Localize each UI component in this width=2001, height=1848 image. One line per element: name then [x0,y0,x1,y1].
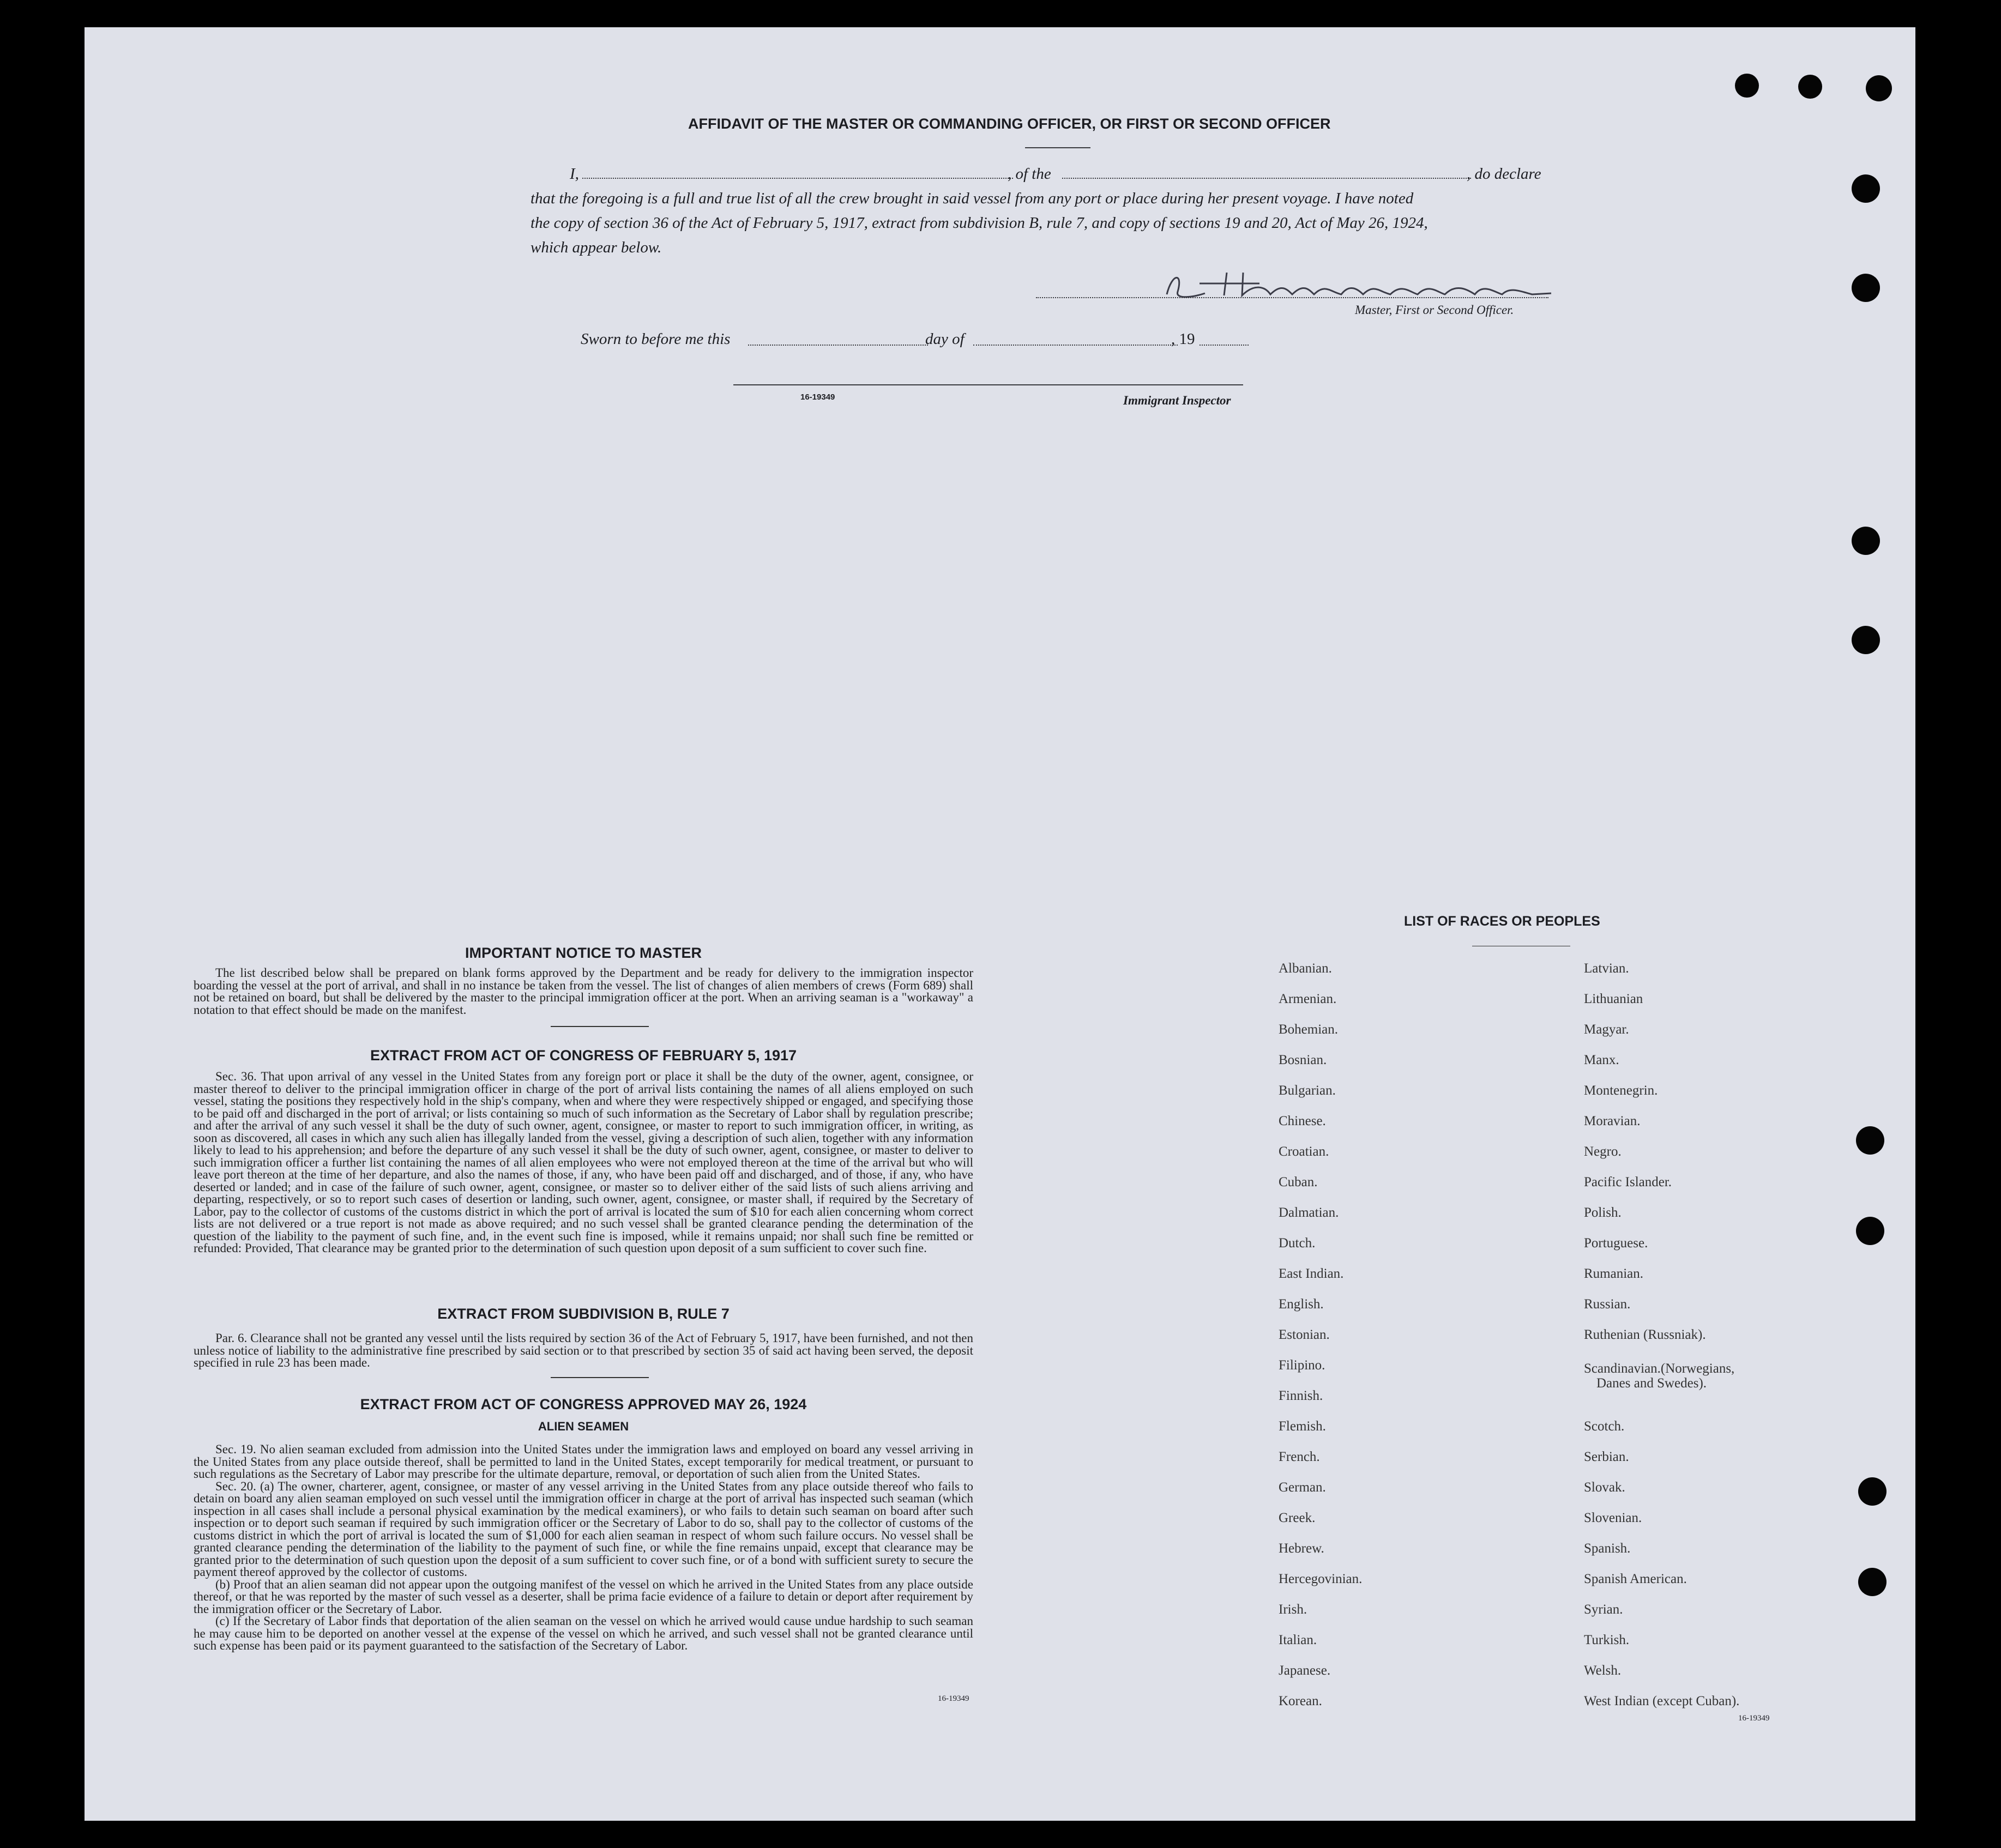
race-item: Croatian. [1279,1144,1329,1159]
race-item: Korean. [1279,1694,1322,1708]
race-item: Lithuanian [1584,992,1643,1006]
race-item: Bohemian. [1279,1022,1339,1037]
vessel-blank[interactable] [1062,178,1471,179]
race-item: Finnish. [1279,1388,1323,1403]
race-item: Flemish. [1279,1419,1326,1434]
race-item: Bulgarian. [1279,1083,1336,1098]
race-item: Spanish American. [1584,1572,1687,1586]
race-item: Danes and Swedes). [1596,1376,1707,1391]
extract-1924-text [194,1444,973,1652]
punch-hole-icon [1735,74,1759,98]
race-item: Italian. [1279,1633,1317,1647]
race-item: English. [1279,1297,1324,1312]
race-item: Spanish. [1584,1541,1631,1556]
race-item: Filipino. [1279,1358,1325,1373]
race-item: French. [1279,1450,1320,1464]
race-item: Irish. [1279,1602,1307,1617]
race-item: Montenegrin. [1584,1083,1658,1098]
punch-hole-icon [1856,1126,1884,1155]
race-item: Ruthenian (Russniak). [1584,1327,1706,1342]
inspector-label: Immigrant Inspector [1123,394,1231,407]
punch-hole-icon [1852,174,1880,203]
extract-1917-text [194,1071,973,1255]
sec-20c-paragraph: (c) If the Secretary of Labor finds that deportation of the alien seaman on the vessel on which he arrived would cause undue hardship to such seaman he may cause him to be deported on another vessel at the expense of the vessel on which he arrived, and such vessel shall not be granted clearance until such expense has been paid or its payment guaranteed to the satisfaction of the Secretary of Labor. [194,1614,973,1652]
signature-caption: Master, First or Second Officer. [1355,303,1514,317]
race-item: Chinese. [1279,1114,1326,1128]
extract-1917-title: EXTRACT FROM ACT OF CONGRESS OF FEBRUARY 5, 1917 [370,1047,797,1064]
sec-19-paragraph: Sec. 19. No alien seaman excluded from admission into the United States under the immigration laws and employed on board any vessel arriving in the United States from any place outside thereof, shall be permitted to land in the United States, except temporarily for medical treatment, or pursuant to such regulations as the Secretary of Labor may prescribe for the ultimate departure, removal, or deportation of such alien from the United States. [194,1442,973,1481]
alien-seamen-subtitle: ALIEN SEAMEN [538,1420,629,1433]
race-item: Hercegovinian. [1279,1572,1363,1586]
race-item: Turkish. [1584,1633,1630,1647]
race-item: Polish. [1584,1205,1622,1220]
rule-7-text [194,1332,973,1369]
sworn-label: Sworn to before me this [581,330,731,348]
signature-icon [1161,267,1554,305]
race-item: West Indian (except Cuban). [1584,1694,1740,1708]
sec-20b-paragraph: (b) Proof that an alien seaman did not appear upon the outgoing manifest of the vessel on which he arrived in the United States from any place outside thereof, or that he was reported by the master of such vessel as a deserter, shall be prima facie evidence of a failure to detain or deport after requirement by the immigration officer or the Secretary of Labor. [194,1577,973,1616]
par-6-paragraph: Par. 6. Clearance shall not be granted any vessel until the lists required by section 36 of the Act of February 5, 1917, have been furnished, and not then unless notice of liability to the administrative fine prescribed by said section or to that prescribed by section 35 of said act having been served, the deposit specified in rule 23 has been made. [194,1331,973,1369]
race-item: Dutch. [1279,1236,1316,1251]
of-the-label: , of the [1008,165,1051,183]
inspector-signature-line [733,384,1243,385]
race-item: Dalmatian. [1279,1205,1339,1220]
extract-1924-title: EXTRACT FROM ACT OF CONGRESS APPROVED MAY 26, 1924 [360,1396,807,1412]
race-item: East Indian. [1279,1266,1344,1281]
race-item: Japanese. [1279,1663,1331,1678]
races-title: LIST OF RACES OR PEOPLES [1404,914,1600,929]
race-item: Serbian. [1584,1450,1629,1464]
notice-paragraph: The list described below shall be prepared on blank forms approved by the Department and be ready for delivery to the immigration inspector boarding the vessel at the port of arrival, and shall in no instance be taken from the vessel. The list of changes of alien members of crews (Form 689) shall not be retained on board, but shall be delivered by the master to the principal immigration officer at the port. When an arriving seaman is a "workaway" a notation to that effect should be made on the manifest. [194,966,973,1017]
signature-line [1036,297,1548,298]
affidavit-body-line1: that the foregoing is a full and true list of all the crew brought in said vessel from any port or place during her present voyage. I have noted [531,190,1414,207]
race-item: German. [1279,1480,1326,1495]
name-blank[interactable] [582,178,1013,179]
notice-text [194,967,973,1016]
race-item: Latvian. [1584,961,1629,976]
notice-title: IMPORTANT NOTICE TO MASTER [465,945,702,961]
punch-hole-icon [1866,75,1892,101]
race-item: Portuguese. [1584,1236,1648,1251]
do-declare-label: , do declare [1467,165,1541,183]
race-item: Welsh. [1584,1663,1622,1678]
affidavit-title: AFFIDAVIT OF THE MASTER OR COMMANDING OFFICER, OR FIRST OR SECOND OFFICER [688,116,1331,132]
races-form-number: 16-19349 [1738,1714,1770,1723]
race-item: Hebrew. [1279,1541,1324,1556]
race-item: Syrian. [1584,1602,1623,1617]
race-item: Estonian. [1279,1327,1330,1342]
sworn-year-blank[interactable] [1200,345,1249,346]
punch-hole-icon [1856,1217,1884,1245]
sec-20a-paragraph: Sec. 20. (a) The owner, charterer, agent, consignee, or master of any vessel arriving in the United States from any place outside thereof who fails to detain on board any alien seaman employed on such vessel until the immigration officer in charge at the port of arrival has inspected such seaman (which inspection in all cases shall include a personal physical examination by the medical examiners), or who fails to detain such seaman on board after such inspection or to deport such seaman if required by such immigration officer or the Secretary of Labor to do so, shall pay to the collector of customs of the customs district in which the port of arrival is located the sum of $1,000 for each alien seaman in respect of whom such failure occurs. No vessel shall be granted clearance pending the determination of the liability to the payment of such fine, or while the fine remains unpaid, except that clearance may be granted prior to the determination of such question upon the deposit of a sum sufficient to cover such fine, or of a bond with sufficient surety to secure the payment thereof approved by the collector of customs. [194,1479,973,1579]
race-item: Russian. [1584,1297,1631,1312]
separator [551,1377,649,1378]
race-item: Scotch. [1584,1419,1625,1434]
race-item: Moravian. [1584,1114,1641,1128]
race-item: Slovak. [1584,1480,1625,1495]
i-label: I, [570,165,579,183]
sec-36-paragraph: Sec. 36. That upon arrival of any vessel in the United States from any foreign port or place it shall be the duty of the owner, agent, consignee, or master thereof to deliver to the principal immigration officer in charge of the port of arrival lists containing the names of all aliens employed on such vessel, stating the positions they respectively hold in the ship's company, when and where they were respectively shipped or engaged, and specifying those to be paid off and discharged in the port of arrival; or lists containing so much of such information as the Secretary of Labor shall by regulation prescribe; and after the arrival of any such vessel it shall be the duty of such owner, agent, consignee, or master to report to such immigration officer, in writing, as soon as discovered, all cases in which any such alien has illegally landed from the vessel, giving a description of such alien, together with any information likely to lead to his apprehension; and before the departure of any such vessel it shall be the duty of such owner, agent, consignee, or master to deliver to such immigration officer a further list containing the names of all alien employees who were not employed thereon at the time of the arrival but who will leave port thereon at the time of her departure, and also the names of those, if any, who have been paid off and discharged, and of those, if any, who have deserted or landed; and in case of the failure of such owner, agent, consignee, or master so to deliver either of the said lists of such aliens arriving and departing, respectively, or so to report such cases of desertion or landing, such owner, agent, consignee, or master shall, if required by the Secretary of Labor, pay to the collector of customs of the customs district in which the port of arrival is located the sum of $10 for each alien concerning whom correct lists are not delivered or a true report is not made as above required; and no such vessel shall be granted clearance pending the determination of the question of the liability to the payment of such fine, and, in the event such fine is imposed, while it remains unpaid; nor shall such fine be remitted or refunded: Provided, That clearance may be granted prior to the determination of such question upon deposit of a sum sufficient to cover such fine. [194,1070,973,1255]
extract-form-number: 16-19349 [938,1694,969,1703]
sworn-day-blank[interactable] [748,345,928,346]
race-item: Magyar. [1584,1022,1629,1037]
punch-hole-icon [1858,1568,1887,1596]
race-item: Cuban. [1279,1175,1318,1189]
of-the-top-rule [1025,147,1090,148]
punch-hole-icon [1858,1477,1887,1506]
race-item: Manx. [1584,1053,1619,1067]
race-item: Slovenian. [1584,1511,1642,1525]
day-of-label: day of [925,330,965,348]
race-item: Negro. [1584,1144,1622,1159]
affidavit-form-number: 16-19349 [800,392,835,402]
punch-hole-icon [1852,527,1880,555]
separator [551,1026,649,1027]
affidavit-body-line3: which appear below. [531,239,662,256]
punch-hole-icon [1852,274,1880,302]
race-item: Scandinavian.(Norwegians, [1584,1361,1735,1376]
race-item: Pacific Islander. [1584,1175,1672,1189]
punch-hole-icon [1852,626,1880,654]
race-item: Greek. [1279,1511,1316,1525]
affidavit-body-line2: the copy of section 36 of the Act of February 5, 1917, extract from subdivision B, rule 7, and copy of sections 19 and 20, Act of May 26, 1924, [531,214,1428,232]
rule-7-title: EXTRACT FROM SUBDIVISION B, RULE 7 [437,1306,730,1322]
race-item: Bosnian. [1279,1053,1327,1067]
race-item: Armenian. [1279,992,1337,1006]
year-label: , 19 [1171,330,1195,348]
race-item: Rumanian. [1584,1266,1644,1281]
punch-hole-icon [1798,75,1822,99]
sworn-month-blank[interactable] [973,345,1178,346]
race-item: Albanian. [1279,961,1332,976]
